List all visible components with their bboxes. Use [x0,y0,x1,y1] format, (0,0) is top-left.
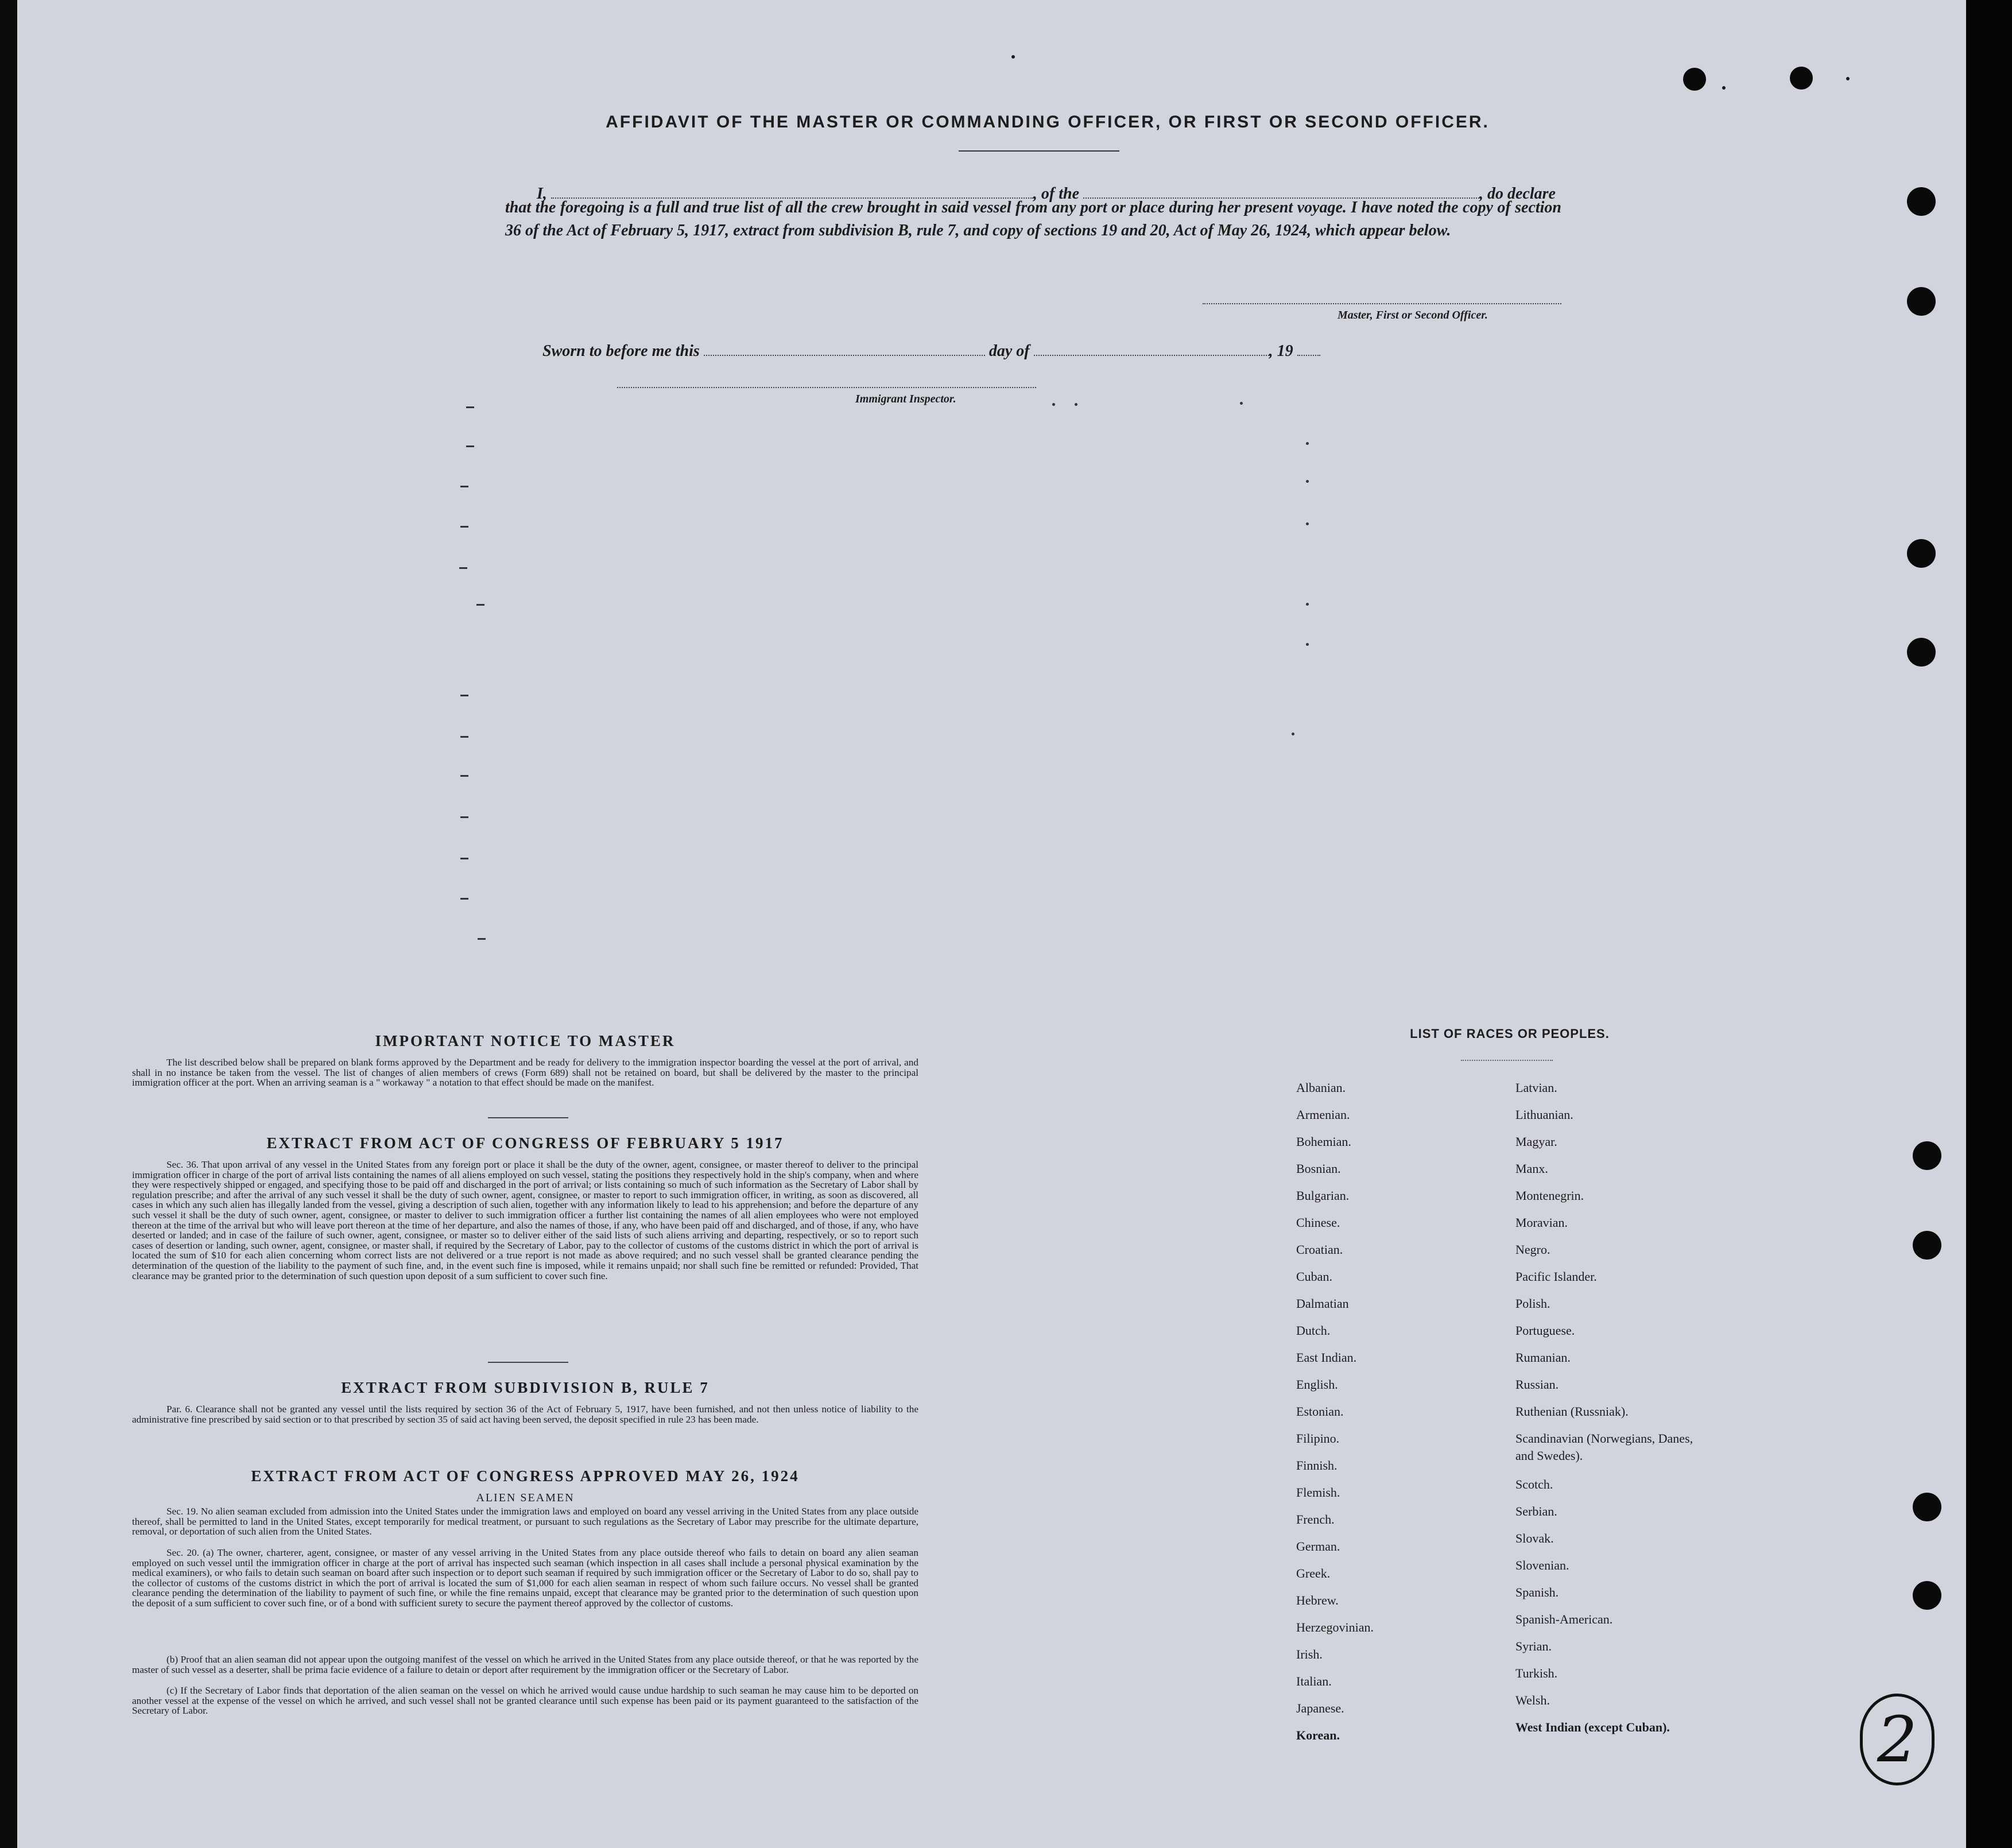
race-item: French. [1296,1512,1335,1527]
punch-hole [1913,1493,1941,1521]
margin-dot [1075,403,1077,406]
margin-tick [460,858,468,859]
race-item: Syrian. [1515,1639,1552,1653]
race-item: Slovak. [1515,1531,1554,1545]
affidavit-body: that the foregoing is a full and true list of all the crew brought in said vessel from any port or place during her present voyage. I have noted the copy of section 36 of the Act of February 5, 1917, extract from subdivision B, rule 7, and copy of sections 19 and 20, Act of May 26, 1924, which appear below. [505,199,1561,239]
scan-speck [1011,55,1015,59]
sworn-line [542,342,1320,361]
sworn-label: Sworn to before me this [542,342,700,360]
race-item: Manx. [1515,1161,1548,1176]
margin-tick [460,486,468,487]
race-item: Japanese. [1296,1701,1344,1715]
race-item: Croatian. [1296,1242,1343,1257]
punch-hole [1790,67,1813,90]
margin-dot [1292,733,1294,735]
race-item: Greek. [1296,1566,1331,1580]
race-item: West Indian (except Cuban). [1515,1720,1670,1734]
margin-tick [460,695,468,696]
race-item: Serbian. [1515,1504,1557,1518]
margin-tick [460,775,468,777]
race-item: Scandinavian (Norwegians, Danes, and Swedes). [1515,1431,1693,1463]
margin-tick [460,898,468,900]
margin-tick [466,406,474,408]
race-item: Cuban. [1296,1269,1332,1284]
inspector-caption: Immigrant Inspector. [855,393,956,405]
margin-tick [460,736,468,738]
race-item: Estonian. [1296,1404,1344,1419]
races-title: LIST OF RACES OR PEOPLES. [1410,1026,1610,1041]
punch-hole [1907,539,1936,568]
margin-tick [478,938,486,940]
year-label: , 19 [1269,342,1293,360]
margin-tick [459,567,467,569]
race-item: Montenegrin. [1515,1188,1584,1203]
race-item: Bosnian. [1296,1161,1341,1176]
races-column-2 [1515,1079,1705,1746]
signature-field[interactable] [1203,303,1561,305]
sworn-day-field[interactable] [704,343,985,356]
race-item: Dalmatian [1296,1296,1349,1311]
notice-heading: IMPORTANT NOTICE TO MASTER [375,1032,676,1049]
scan-edge [1966,0,2012,1848]
punch-hole [1913,1581,1941,1610]
section-rule [488,1362,568,1363]
race-item: German. [1296,1539,1340,1553]
scan-speck [1722,86,1726,90]
race-item: Korean. [1296,1728,1340,1742]
race-item: Italian. [1296,1674,1332,1688]
title-rule [959,150,1119,152]
race-item: Russian. [1515,1377,1559,1392]
margin-dot [1306,480,1309,483]
extract-1924-heading: EXTRACT FROM ACT OF CONGRESS APPROVED MAY 26, 1924 [251,1467,800,1485]
race-item: Spanish-American. [1515,1612,1613,1626]
handwritten-page-number: 2 [1860,1694,1935,1785]
punch-hole [1907,287,1936,316]
margin-dot [1240,402,1243,405]
margin-dot [1052,403,1055,406]
affidavit-title: AFFIDAVIT OF THE MASTER OR COMMANDING OFFICER, OR FIRST OR SECOND OFFICER. [606,113,1490,131]
extract-1924-sec19: Sec. 19. No alien seaman excluded from admission into the United States under the immigration laws and employed on board any vessel arriving in the United States from any place outside thereof, shall be permitted to land in the United States, except temporarily for medical treatment, or pursuant to such regulations as the Secretary of Labor may prescribe for the ultimate departure, removal, or deportation of such alien from the United States. [132,1506,918,1537]
sworn-month-field[interactable] [1034,343,1269,356]
race-item: Spanish. [1515,1585,1559,1599]
race-item: Portuguese. [1515,1323,1575,1338]
i-label: I, [537,185,547,203]
race-item: Scotch. [1515,1477,1553,1491]
section-rule [488,1117,568,1118]
race-item: Magyar. [1515,1134,1557,1149]
extract-rule7-heading: EXTRACT FROM SUBDIVISION B, RULE 7 [341,1379,710,1396]
race-item: Irish. [1296,1647,1323,1661]
extract-1924-sec20c: (c) If the Secretary of Labor finds that deportation of the alien seaman on the vessel on which he arrived would cause undue hardship to such seaman he may cause him to be deported on another vessel at the expense of the vessel on which he arrived, and such vessel shall not be granted clearance until such expense has been paid or its payment guaranteed to the satisfaction of the Secretary of Labor. [132,1685,918,1717]
day-of-label: day of [988,342,1030,360]
race-item: Herzegovinian. [1296,1620,1374,1634]
margin-tick [466,445,474,447]
race-item: Latvian. [1515,1080,1557,1095]
punch-hole [1913,1231,1941,1260]
extract-1917-text: Sec. 36. That upon arrival of any vessel in the United States from any foreign port or place it shall be the duty of the owner, agent, consignee, or master thereof to deliver to the principal immigration officer in charge of the port of arrival lists containing the names of all aliens employed on such vessel, stating the positions they respectively hold in the ship's company, when and where they were respectively shipped or engaged, and specifying those to be paid off and discharged in the port of arrival; or lists containing so much of such information as the Secretary of Labor shall by regulation prescribe; and after the arrival of any such vessel it shall be the duty of such owner, agent, consignee, or master to report to such immigration officer, in writing, as soon as discovered, all cases in which any such alien has illegally landed from the vessel, giving a description of such alien, together with any information likely to lead to his apprehension; and before the departure of any such vessel it shall be the duty of such owner, agent, consignee, or master to deliver to such immigration officer a further list containing the names of all alien employees who were not employed thereon at the time of the arrival but who will leave port thereon at the time of her departure, and also the names of those, if any, who have been paid off and discharged, and of those, if any, who have deserted or landed; and in case of the failure of such owner, agent, consignee, or master so to deliver either of the said lists of such aliens arriving and departing, respectively, or so to report such cases of desertion or landing, such owner, agent, consignee, or master shall, if required by the Secretary of Labor, pay to the collector of customs of the customs district in which the port of arrival is located the sum of $10 for each alien concerning whom correct lists are not delivered or a true report is not made as above required; and no such vessel shall be granted clearance pending the determination of the question of the liability to the payment of such fine, and, in the event such fine is imposed, while it remains unpaid; nor shall such fine be remitted or refunded: Provided, That clearance may be granted prior to the determination of such question upon deposit of a sum sufficient to cover such fine. [132,1159,918,1281]
race-item: Ruthenian (Russniak). [1515,1404,1629,1419]
margin-tick [460,816,468,818]
extract-1924-sec20a: Sec. 20. (a) The owner, charterer, agent, consignee, or master of any vessel arriving in the United States from any place outside thereof who fails to detain on board any alien seaman employed on such vessel until the immigration officer in charge at the port of arrival has inspected such seaman (which inspection in all cases shall include a personal physical examination by the medical examiners), or who fails to detain such seaman on board after such inspection or to deport such seaman if required by such immigration officer or the Secretary of Labor to do so, shall pay to the collector of customs of the customs district in which the port of arrival is located the sum of $1,000 for each alien seaman in respect of whom such failure occurs. No vessel shall be granted clearance pending the determination of the liability to payment of such fine, or while the fine remains unpaid, except that clearance may be granted prior to the determination of such question upon the deposit of a sum sufficient to cover such fine, or of a bond with sufficient surety to secure the payment thereof approved by the collector of customs. [132,1547,918,1609]
punch-hole [1907,638,1936,667]
race-item: East Indian. [1296,1350,1357,1365]
race-item: Chinese. [1296,1215,1340,1230]
race-item: Flemish. [1296,1485,1340,1500]
race-item: Welsh. [1515,1693,1550,1707]
race-item: Albanian. [1296,1080,1346,1095]
race-item: Moravian. [1515,1215,1568,1230]
signature-caption: Master, First or Second Officer. [1338,309,1488,321]
race-item: Rumanian. [1515,1350,1571,1365]
race-item: Polish. [1515,1296,1550,1311]
extract-1917-heading: EXTRACT FROM ACT OF CONGRESS OF FEBRUARY 5 1917 [266,1134,784,1152]
punch-hole [1907,187,1936,216]
punch-hole [1683,68,1706,91]
race-item: Dutch. [1296,1323,1331,1338]
sworn-year-field[interactable] [1297,343,1320,356]
race-item: Armenian. [1296,1107,1350,1122]
scan-speck [1846,77,1850,80]
race-item: Negro. [1515,1242,1550,1257]
inspector-signature-field[interactable] [617,387,1036,388]
race-item: Bohemian. [1296,1134,1351,1149]
of-the-label: , of the [1033,185,1080,203]
races-rule [1461,1060,1553,1061]
race-item: Turkish. [1515,1666,1558,1680]
extract-1924-subheading: ALIEN SEAMEN [476,1491,575,1504]
race-item: Lithuanian. [1515,1107,1573,1122]
extract-1924-sec20b: (b) Proof that an alien seaman did not appear upon the outgoing manifest of the vessel on which he arrived in the United States from any place outside thereof, or that he was reported by the master of such vessel as a deserter, shall be prima facie evidence of a failure to detain or deport after requirement by the immigration officer or the Secretary of Labor. [132,1654,918,1675]
race-item: Bulgarian. [1296,1188,1350,1203]
race-item: Finnish. [1296,1458,1338,1473]
race-item: Pacific Islander. [1515,1269,1597,1284]
race-item: Slovenian. [1515,1558,1569,1572]
race-item: English. [1296,1377,1338,1392]
race-item: Filipino. [1296,1431,1340,1446]
extract-rule7-text: Par. 6. Clearance shall not be granted any vessel until the lists required by section 36 of the Act of February 5, 1917, have been furnished, and not then unless notice of liability to the administrative fine prescribed by said section or to that prescribed by section 35 of said act having been served, the deposit specified in rule 23 has been made. [132,1404,918,1425]
races-column-1 [1296,1079,1374,1754]
margin-dot [1306,442,1309,445]
margin-dot [1306,522,1309,525]
race-item: Hebrew. [1296,1593,1339,1607]
margin-tick [476,604,484,606]
do-declare-label: , do declare [1479,185,1556,203]
margin-dot [1306,643,1309,646]
margin-tick [460,526,468,528]
notice-text: The list described below shall be prepared on blank forms approved by the Department and be ready for delivery to the immigration inspector boarding the vessel at the port of arrival, and shall in no instance be taken from the vessel. The list of changes of alien members of crews (Form 689) shall not be retained on board, but shall be delivered by the master to the principal immigration officer at the port. When an arriving seaman is a " workaway " a notation to that effect should be made on the manifest. [132,1057,918,1088]
margin-dot [1306,603,1309,606]
punch-hole [1913,1141,1941,1170]
